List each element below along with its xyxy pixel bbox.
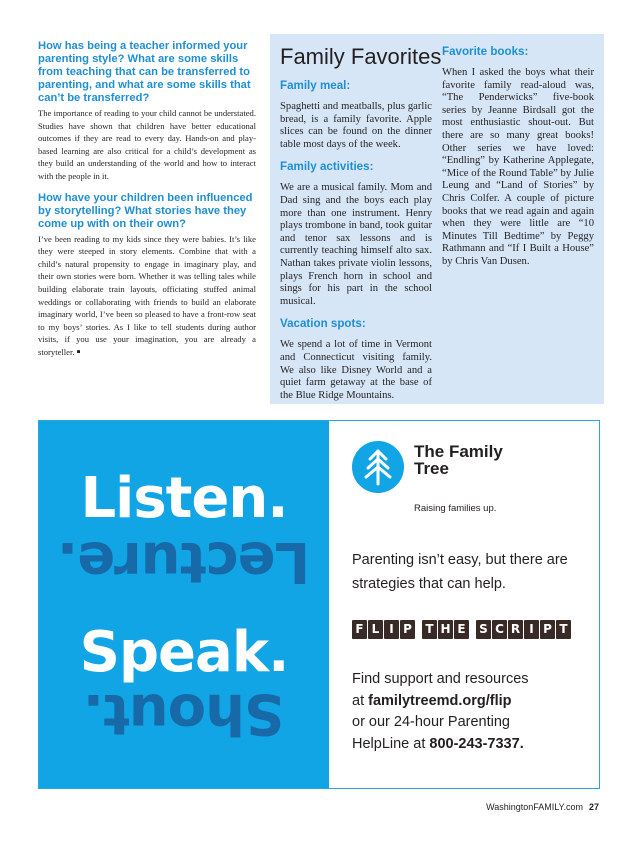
cta-line-1: Find support and resources <box>352 671 529 687</box>
footer-site: WashingtonFAMILY.com <box>486 802 583 812</box>
ad-info-panel <box>329 421 599 788</box>
answer-teaching: The importance of reading to your child cannot be understated. Studies have shown that children have better educational outcomes if they are read to every day. Hands-on and play-based learning are also critical for a child’s development as they build an understanding of the world and how to interact with the people in it. <box>38 108 256 181</box>
ad-word-panel <box>39 421 329 788</box>
word-speak: Speak. <box>79 620 289 685</box>
favorites-column-right <box>442 44 594 410</box>
question-storytelling: How have your children been influenced by storytelling? What stories have they come up with on their own? <box>38 191 253 230</box>
flip-letter-chip: F <box>352 620 367 639</box>
cta-line-4 <box>352 734 592 756</box>
flip-letter-chip: H <box>438 620 453 639</box>
flip-letter-chip: P <box>540 620 555 639</box>
page-number: 27 <box>588 802 599 812</box>
activities-text: We are a musical family. Mom and Dad sing and the boys each play more than one instrument. Henry plays trombone in band, took guitar and tenor sax lessons and is currently teaching himself alto sax. Nathan takes private violin lessons, plays French horn in school and sings for his part in the school musical. <box>280 182 432 307</box>
cta-helpline: HelpLine at <box>352 735 430 752</box>
word-lecture-flipped: Lecture. <box>57 529 311 594</box>
flip-letter-chip: I <box>384 620 399 639</box>
word-listen: Listen. <box>80 466 288 531</box>
flip-the-script-banner <box>352 620 571 639</box>
cta-at: at <box>352 692 369 709</box>
question-teaching: How has being a teacher informed your parenting style? What are some skills from teaching that can be transferred to parenting, and what are some skills that can’t be transferred? <box>38 40 251 104</box>
cta-url[interactable]: familytreemd.org/flip <box>368 692 512 709</box>
flip-word <box>352 620 415 639</box>
tree-arrow-logo-icon <box>352 441 404 493</box>
flip-letter-chip: S <box>476 620 491 639</box>
logo-name: The Family Tree <box>414 442 503 478</box>
answer-storytelling <box>38 233 256 360</box>
flip-word <box>476 620 571 639</box>
ad-pitch: Parenting isn’t easy, but there are strategies that can help. <box>352 552 568 592</box>
meal-heading: Family meal: <box>280 79 351 92</box>
flip-letter-chip: I <box>524 620 539 639</box>
interview-column <box>38 40 256 359</box>
flip-letter-chip: C <box>492 620 507 639</box>
page-footer <box>486 802 599 812</box>
cta-line-2 <box>352 691 592 713</box>
flip-word <box>422 620 469 639</box>
word-shout-flipped: Shout. <box>83 681 285 746</box>
favorites-column-left <box>280 78 432 410</box>
flip-letter-chip: T <box>422 620 437 639</box>
family-favorites-title: Family Favorites <box>280 44 442 69</box>
vacation-heading: Vacation spots: <box>280 317 366 331</box>
family-favorites-box <box>270 34 604 404</box>
flip-letter-chip: T <box>556 620 571 639</box>
end-mark: ■ <box>76 349 81 356</box>
family-tree-ad <box>38 420 600 789</box>
answer-storytelling-text: I’ve been reading to my kids since they were babies. It’s like they were steeped in story elements. Combine that with a child’s natural propensity to engage in imaginary play, and their own stories were born. Whether it was telling tales while building elaborate train layouts, officiating stuffed animal weddings or collaborating with friends to build an elaborate imaginary world, I’ve been so pleased to have a front-row seat to my boys’ stories. As I like to tell students during author visits, if you use your imagination, you are already a storyteller. <box>38 233 256 357</box>
flip-letter-chip: L <box>368 620 383 639</box>
ad-call-to-action <box>352 669 592 755</box>
flip-letter-chip: E <box>454 620 469 639</box>
vacation-text: We spend a lot of time in Vermont and Connecticut visiting family. We also like Disney World and a quiet farm getaway at the base of the Blue Ridge Mountains. <box>280 339 432 401</box>
logo-tagline: Raising families up. <box>414 503 497 514</box>
flip-letter-chip: R <box>508 620 523 639</box>
flip-letter-chip: P <box>400 620 415 639</box>
cta-line-3: or our 24-hour Parenting <box>352 714 510 730</box>
meal-text: Spaghetti and meatballs, plus garlic bread, is a family favorite. Apple slices can be found on the dinner table most days of the week. <box>280 101 432 150</box>
activities-heading: Family activities: <box>280 160 374 174</box>
books-text: When I asked the boys what their favorite family read-aloud was, “The Penderwicks” five-book series by Jeanne Birdsall got the most enthusiastic shout-out. But there are so many great books! Other series we have loved: “Endling” by Katherine Applegate, “Mice of the Round Table” by Julie Leung and “Land of Stories” by Chris Colfer. A couple of picture books that we read again and again when they were little are “10 Minutes Till Bedtime” by Peggy Rathmann and “If I Built a House” by Chris Van Dusen. <box>442 67 594 267</box>
cta-phone[interactable]: 800-243-7337. <box>429 735 524 752</box>
books-heading: Favorite books: <box>442 45 529 58</box>
